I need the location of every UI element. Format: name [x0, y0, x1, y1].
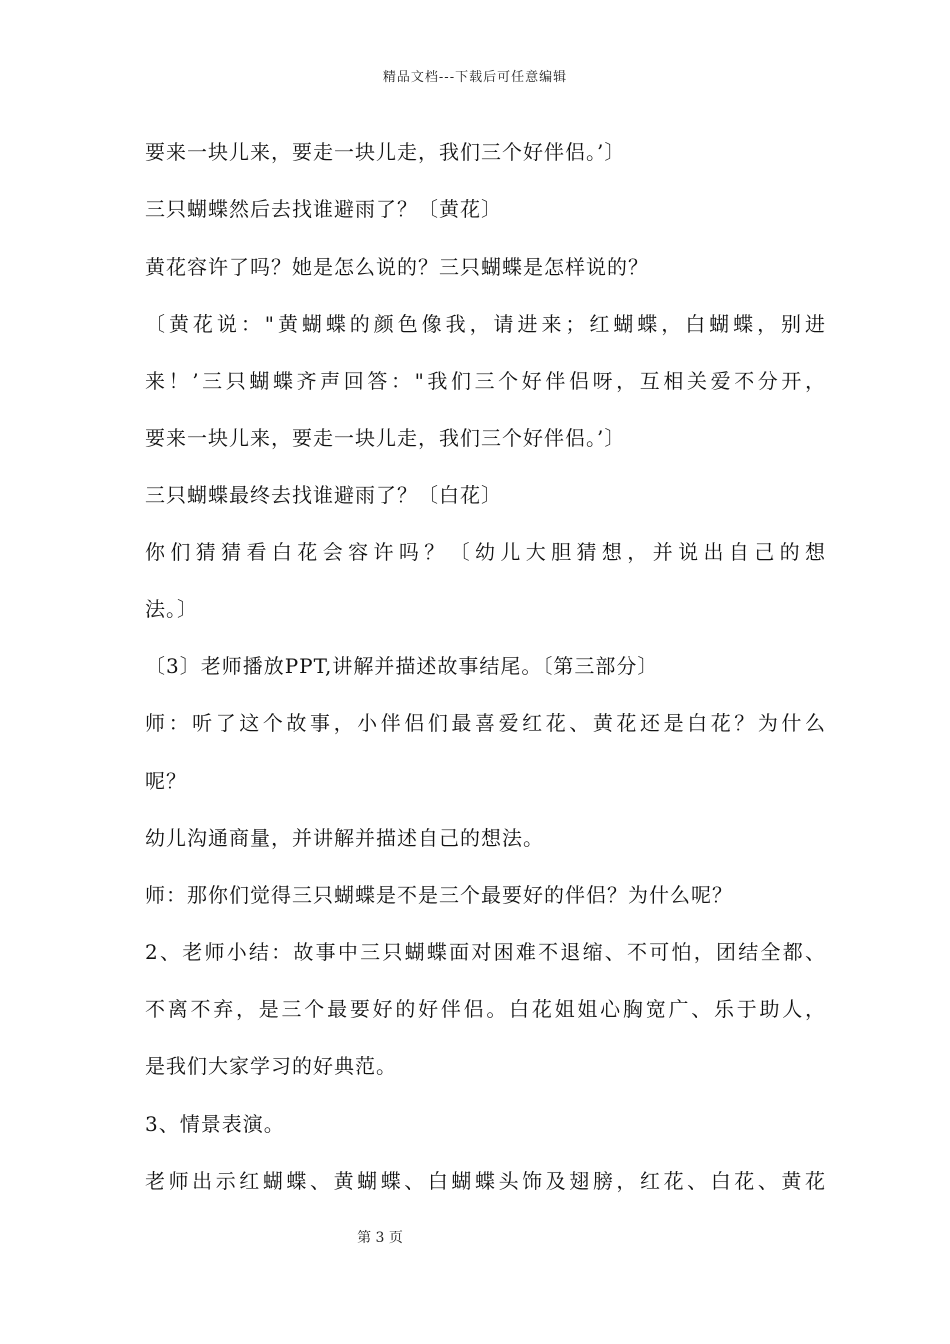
text-line: 呢？: [145, 769, 187, 793]
text-line: 〔3〕老师播放PPT,讲解并描述故事结尾。〔第三部分〕: [145, 654, 659, 678]
text-line: 要来一块儿来，要走一块儿走，我们三个好伴侣。’〕: [145, 426, 626, 450]
text-line: 三只蝴蝶最终去找谁避雨了？〔白花〕: [145, 483, 502, 507]
text-line: 不离不弃，是三个最要好的好伴侣。白花姐姐心胸宽广、乐于助人，: [145, 997, 825, 1021]
text-line: 黄花容许了吗？她是怎么说的？三只蝴蝶是怎样说的？: [145, 255, 649, 279]
text-line: 3、情景表演。: [145, 1112, 285, 1136]
text-line: 是我们大家学习的好典范。: [145, 1054, 397, 1078]
text-line: 要来一块儿来，要走一块儿走，我们三个好伴侣。’〕: [145, 140, 626, 164]
text-line: 2、老师小结：故事中三只蝴蝶面对困难不退缩、不可怕，团结全都、: [145, 940, 825, 964]
text-line: 幼儿沟通商量，并讲解并描述自己的想法。: [145, 826, 544, 850]
page-header: 精品文档---下载后可任意编辑: [382, 70, 568, 85]
text-line: 三只蝴蝶然后去找谁避雨了？〔黄花〕: [145, 197, 502, 221]
text-line: 你们猜猜看白花会容许吗？〔幼儿大胆猜想，并说出自己的想: [145, 540, 825, 564]
page-number: 第 3 页: [357, 1230, 403, 1246]
text-line: 老师出示红蝴蝶、黄蝴蝶、白蝴蝶头饰及翅膀，红花、白花、黄花: [145, 1169, 825, 1193]
text-line: 〔黄花说："黄蝴蝶的颜色像我，请进来；红蝴蝶，白蝴蝶，别进: [145, 312, 825, 336]
text-line: 法。〕: [145, 597, 198, 621]
text-line: 师：那你们觉得三只蝴蝶是不是三个最要好的伴侣？为什么呢？: [145, 883, 733, 907]
text-line: 师：听了这个故事，小伴侣们最喜爱红花、黄花还是白花？为什么: [145, 711, 825, 735]
text-line: 来！’三只蝴蝶齐声回答："我们三个好伴侣呀，互相关爱不分开，: [145, 369, 825, 393]
